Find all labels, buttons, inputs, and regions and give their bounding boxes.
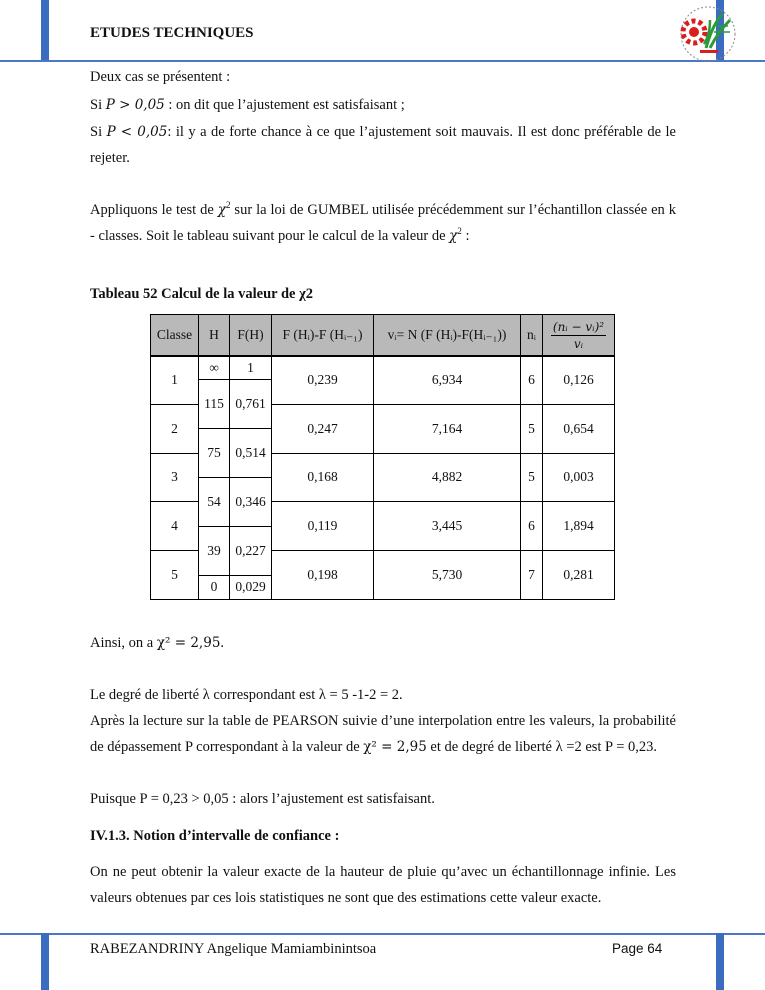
cell-fh-bound: 0,346 xyxy=(229,477,272,527)
header-ni: nᵢ xyxy=(520,314,543,356)
cell-fh-bound: 0,514 xyxy=(229,428,272,478)
cell-diff: 0,198 xyxy=(271,550,374,600)
cell-classe: 4 xyxy=(150,501,199,551)
cell-ni: 6 xyxy=(520,501,543,551)
header-title: ETUDES TECHNIQUES xyxy=(90,25,254,41)
case-satisfying: Si P > 0,05 : on dit que l’ajustement est satisfaisant ; xyxy=(90,97,405,113)
cell-h-bound: 75 xyxy=(198,428,230,478)
result-line: Ainsi, on a χ² = 2,95. xyxy=(90,635,225,651)
cell-vi: 4,882 xyxy=(373,453,521,503)
conclusion-line: Puisque P = 0,23 > 0,05 : alors l’ajustement est satisfaisant. xyxy=(90,791,435,807)
cell-classe: 3 xyxy=(150,453,199,503)
school-logo-icon xyxy=(670,4,746,64)
liberty-line: Le degré de liberté λ correspondant est λ = 5 -1-2 = 2. xyxy=(90,687,403,703)
cell-ni: 7 xyxy=(520,550,543,600)
header-diff: F (Hᵢ)-F (Hᵢ₋₁) xyxy=(271,314,374,356)
page-number: Page 64 xyxy=(612,941,663,956)
ratio-numerator: (nᵢ − vᵢ)² xyxy=(552,319,605,334)
header-classe: Classe xyxy=(150,314,199,356)
cell-ratio: 0,281 xyxy=(542,550,615,600)
cell-ni: 6 xyxy=(520,356,543,405)
apply-paragraph: Appliquons le test de $\chi^2$ sur la loi de GUMBEL utilisée précédemment sur l’échantillon classée en k - classes. Soit le tableau suivant pour le calcul de la valeur de $\chi^2$ : xyxy=(90,200,676,244)
cell-diff: 0,119 xyxy=(271,501,374,551)
cell-h-bound: ∞ xyxy=(198,356,230,380)
cell-vi: 7,164 xyxy=(373,404,521,454)
section-paragraph: On ne peut obtenir la valeur exacte de la hauteur de pluie qu’avec un échantillonnage infinie. Les valeurs obtenues par ces lois statistiques ne sont que des estimations cette valeur exacte. xyxy=(90,864,676,906)
cell-ni: 5 xyxy=(520,453,543,503)
cell-ratio: 0,126 xyxy=(542,356,615,405)
chi-square-table xyxy=(150,314,615,595)
cell-ni: 5 xyxy=(520,404,543,454)
header-ratio xyxy=(542,314,615,356)
footer-rule xyxy=(0,933,765,935)
footer-author: RABEZANDRINY Angelique Mamiambinintsoa xyxy=(90,941,377,957)
footer-right-bar xyxy=(716,933,724,990)
header-fh: F(H) xyxy=(229,314,272,356)
header-h: H xyxy=(198,314,230,356)
table-caption: Tableau 52 Calcul de la valeur de χ2 xyxy=(90,286,314,302)
cell-fh-bound: 0,227 xyxy=(229,526,272,576)
cell-fh-bound: 0,761 xyxy=(229,379,272,429)
cell-diff: 0,168 xyxy=(271,453,374,503)
cell-fh-bound: 0,029 xyxy=(229,575,272,600)
pearson-paragraph: Après la lecture sur la table de PEARSON suivie d’une interpolation entre les valeurs, la probabilité de dépassement P correspondant à la valeur de χ² = 2,95 et de degré de liberté λ =2 est P = 0,23. xyxy=(90,713,676,755)
cell-vi: 3,445 xyxy=(373,501,521,551)
cell-classe: 2 xyxy=(150,404,199,454)
cell-h-bound: 115 xyxy=(198,379,230,429)
cell-h-bound: 54 xyxy=(198,477,230,527)
cell-diff: 0,247 xyxy=(271,404,374,454)
cell-classe: 1 xyxy=(150,356,199,405)
cell-vi: 5,730 xyxy=(373,550,521,600)
case-bad: Si P < 0,05: il y a de forte chance à ce que l’ajustement soit mauvais. Il est donc préférable de le rejeter. xyxy=(90,124,676,166)
header-left-bar xyxy=(41,0,49,62)
cell-classe: 5 xyxy=(150,550,199,600)
cell-vi: 6,934 xyxy=(373,356,521,405)
cell-h-bound: 0 xyxy=(198,575,230,600)
ratio-denominator: vᵢ xyxy=(573,336,584,351)
cell-fh-bound: 1 xyxy=(229,356,272,380)
header-vi: vᵢ= N (F (Hᵢ)-F(Hᵢ₋₁)) xyxy=(373,314,521,356)
cell-ratio: 0,003 xyxy=(542,453,615,503)
cell-ratio: 0,654 xyxy=(542,404,615,454)
cell-diff: 0,239 xyxy=(271,356,374,405)
cell-h-bound: 39 xyxy=(198,526,230,576)
cell-ratio: 1,894 xyxy=(542,501,615,551)
section-heading: IV.1.3. Notion d’intervalle de confiance : xyxy=(90,828,340,844)
footer-left-bar xyxy=(41,933,49,990)
intro-line: Deux cas se présentent : xyxy=(90,69,231,85)
header-rule xyxy=(0,60,765,62)
